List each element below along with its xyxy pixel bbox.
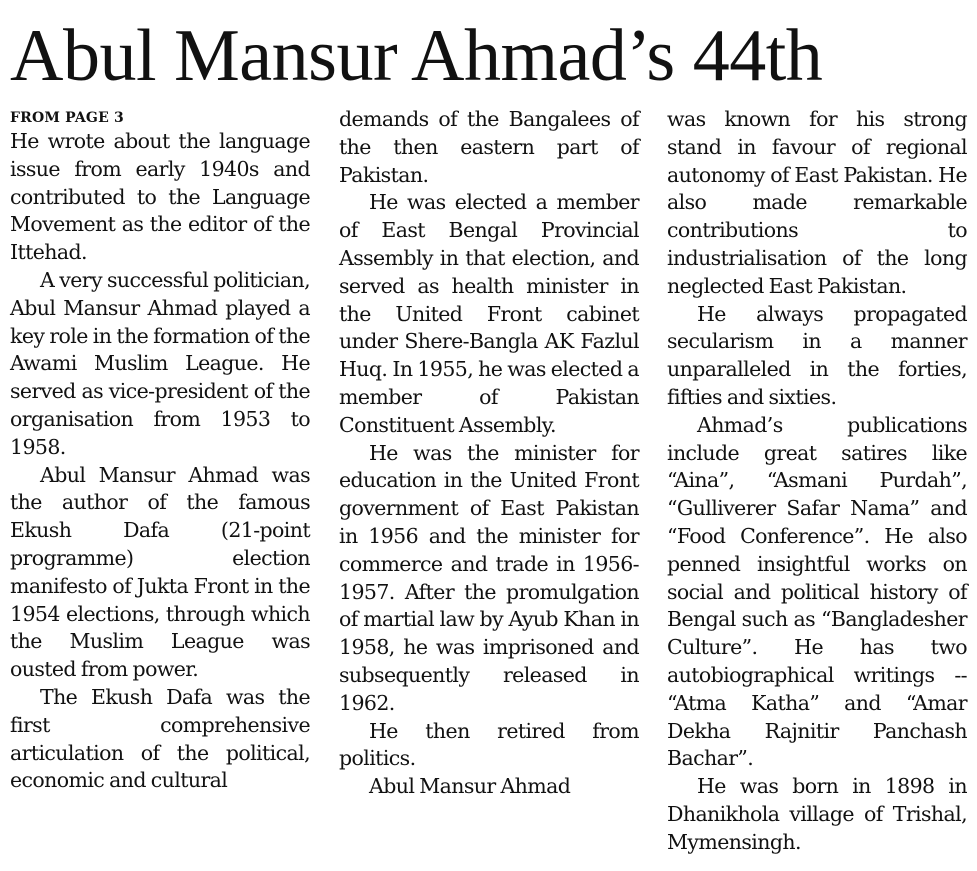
headline: Abul Mansur Ahmad’s 44th bbox=[10, 15, 823, 97]
paragraph: The Ekush Dafa was the first comprehensive articulation of the political, economic and cultural bbox=[10, 684, 310, 793]
paragraph: He always propagated secularism in a manner unparalleled in the forties, fifties and sixties. bbox=[667, 301, 967, 409]
paragraph: Ahmad’s publications include great satires like “Aina”, “Asmani Purdah”, “Gulliverer Safar Nama” and “Food Conference”. He also penned insightful works on social and political history of Bengal such as “Bangladesher Culture”. He has two autobiographical writings -- “Atma Katha” and “Amar Dekha Rajnitir Panchash Bachar”. bbox=[667, 412, 967, 771]
paragraph: A very successful politician, Abul Mansur Ahmad played a key role in the formation of the Awami Muslim League. He served as vice-president of the organisation from 1953 to 1958. bbox=[10, 267, 310, 459]
paragraph: He wrote about the language issue from early 1940s and contributed to the Language Movement as the editor of the Ittehad. bbox=[10, 129, 310, 265]
kicker-from-page: FROM PAGE 3 bbox=[10, 110, 124, 126]
paragraph: He was born in 1898 in Dhanikhola village of Trishal, Mymensingh. bbox=[667, 774, 967, 854]
column-1 bbox=[10, 110, 310, 795]
paragraph: He was the minister for education in the United Front government of East Pakistan in 1956 and the minister for commerce and trade in 1956-1957. After the promulgation of martial law by Ayub Khan in 1958, he was imprisoned and subsequently released in 1962. bbox=[339, 440, 639, 715]
paragraph: demands of the Bangalees of the then eastern part of Pakistan. bbox=[339, 107, 639, 187]
paragraph: Abul Mansur Ahmad bbox=[369, 774, 571, 799]
paragraph: was known for his strong stand in favour of regional autonomy of East Pakistan. He also made remarkable contributions to industrialisation of the long neglected East Pakistan. bbox=[667, 107, 967, 298]
column-3 bbox=[667, 106, 967, 857]
paragraph: Abul Mansur Ahmad was the author of the famous Ekush Dafa (21-point programme) election manifesto of Jukta Front in the 1954 elections, through which the Muslim League was ousted from power. bbox=[10, 462, 310, 682]
paragraph: He was elected a member of East Bengal Provincial Assembly in that election, and served as health minister in the United Front cabinet under Shere-Bangla AK Fazlul Huq. In 1955, he was elected a member of Pakistan Constituent Assembly. bbox=[339, 190, 639, 437]
paragraph: He then retired from politics. bbox=[339, 718, 639, 771]
column-2 bbox=[339, 106, 639, 801]
